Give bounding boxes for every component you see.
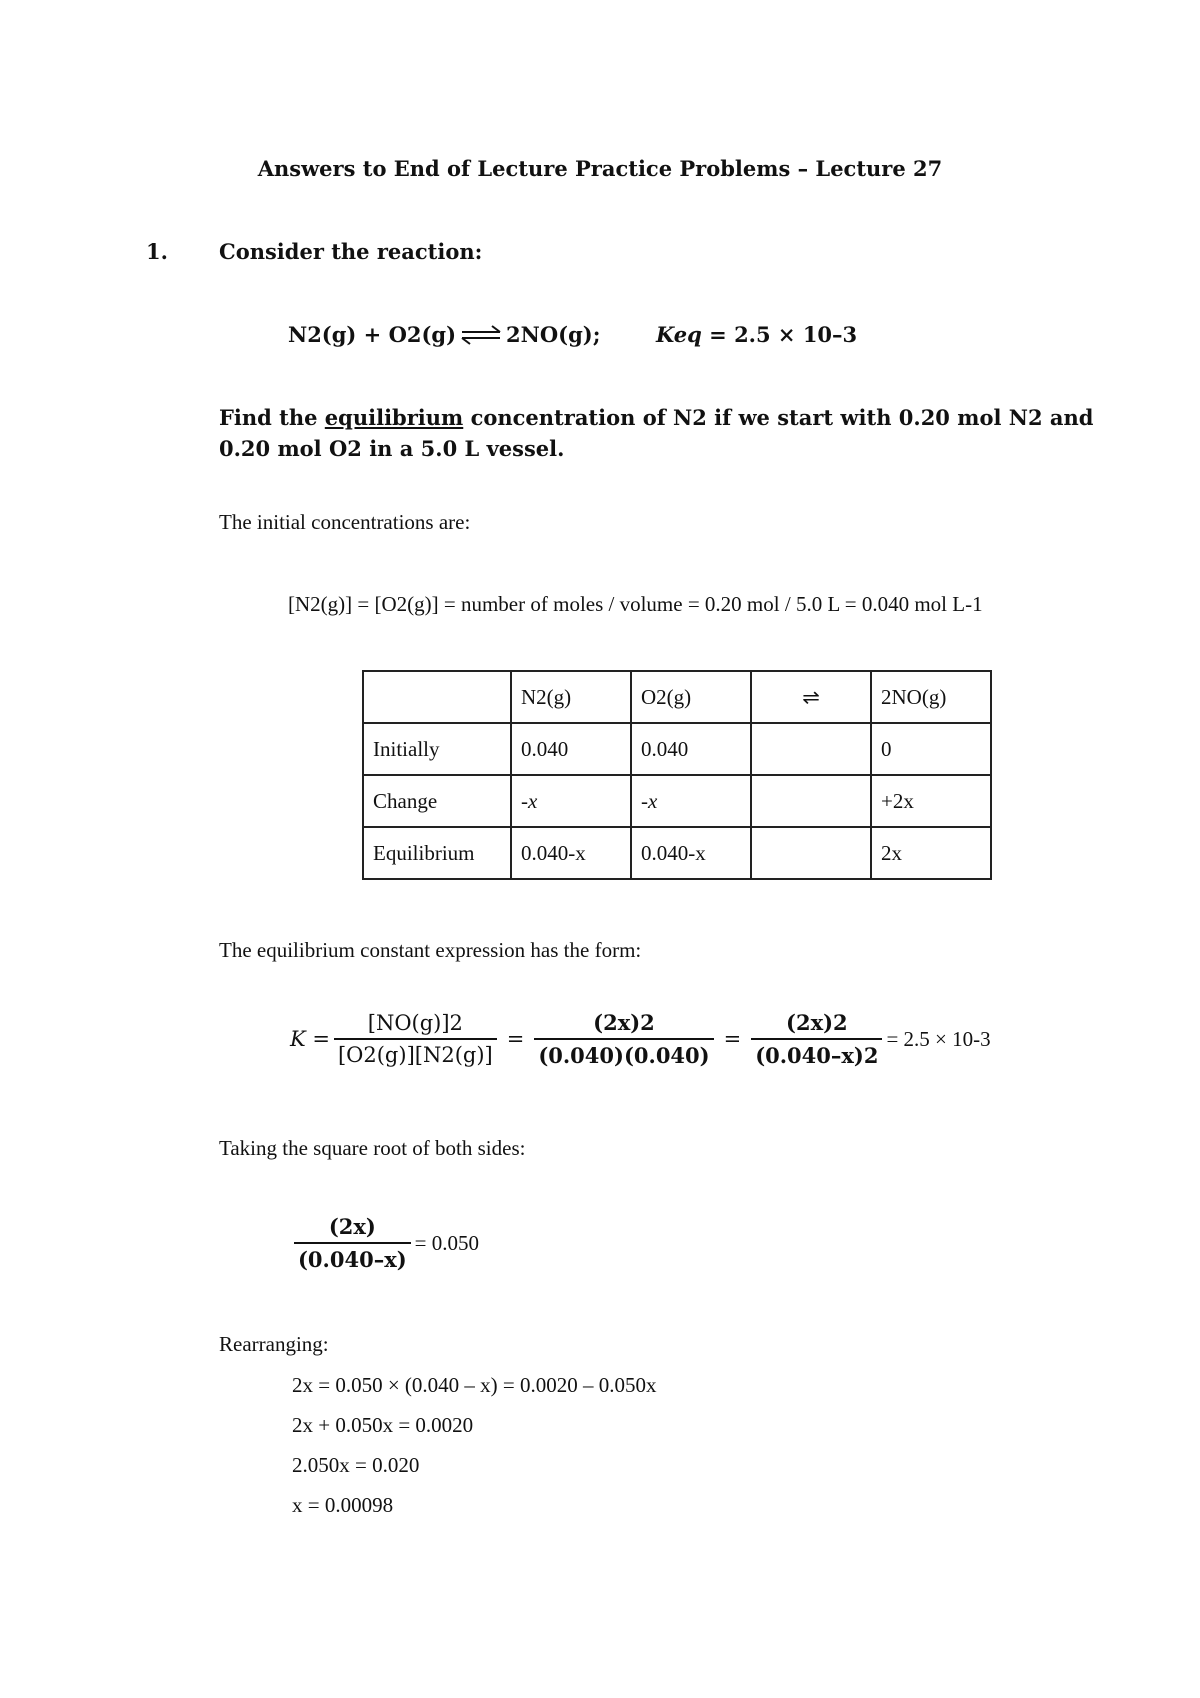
sqrt-rhs: = 0.050 [414,1230,479,1255]
table-row [363,827,991,879]
table-cell: 0.040-x [511,827,631,879]
table-cell: Change [363,775,511,827]
fraction-1-denominator: [O2(g)][N2(g)] [334,1038,497,1067]
table-row [363,723,991,775]
problem-question [219,402,1099,464]
fraction-1 [334,1011,497,1067]
rearranging-intro: Rearranging: [219,1332,329,1356]
reaction-equation [288,322,600,347]
fraction-2-denominator: (0.040)(0.040) [534,1038,713,1068]
k-expression [290,1010,991,1068]
initial-intro: The initial concentrations are: [219,510,471,534]
equals-sign: = [506,1027,525,1051]
table-cell [363,671,511,723]
keq-value [656,322,857,347]
keq-number: = 2.5 × 10–3 [709,322,858,347]
rearranging-line-4: x = 0.00098 [292,1493,394,1517]
reaction-reactants: N2(g) + O2(g) [288,322,457,347]
sqrt-fraction [294,1214,411,1272]
rearranging-line-2: 2x + 0.050x = 0.0020 [292,1413,474,1437]
sqrt-denominator: (0.040–x) [294,1242,411,1272]
table-cell-arrows: ⇌ [751,671,871,723]
k-lhs: K = [290,1027,330,1051]
problem-number: 1. [146,239,168,264]
fraction-3-denominator: (0.040–x)2 [751,1038,882,1068]
fraction-2-numerator: (2x)2 [593,1010,655,1035]
k-rhs: = 2.5 × 10-3 [886,1026,991,1051]
table-cell: -x [631,775,751,827]
sqrt-equation [290,1214,479,1272]
question-underlined: equilibrium [324,405,464,430]
question-rest: concentration of N2 if we start with 0.20 mol N2 and 0.20 mol O2 in a 5.0 L vessel. [219,405,1094,461]
table-header-row [363,671,991,723]
sqrt-intro: Taking the square root of both sides: [219,1136,526,1160]
fraction-1-numerator: [NO(g)]2 [367,1011,463,1035]
rearranging-line-3: 2.050x = 0.020 [292,1453,420,1477]
table-cell: +2x [871,775,991,827]
problem-heading: Consider the reaction: [219,239,483,264]
table-cell: N2(g) [511,671,631,723]
fraction-3-numerator: (2x)2 [786,1010,848,1035]
table-cell: -x [511,775,631,827]
table-cell: 2NO(g) [871,671,991,723]
table-cell: Initially [363,723,511,775]
equals-sign: = [723,1027,742,1051]
expression-intro: The equilibrium constant expression has the form: [219,938,642,962]
keq-label: Keq [656,322,702,347]
reaction-products: 2NO(g); [506,322,601,347]
table-cell: 0 [871,723,991,775]
table-cell: 0.040 [631,723,751,775]
equilibrium-arrows-icon [460,325,502,345]
fraction-2 [534,1010,713,1068]
page-title: Answers to End of Lecture Practice Problems – Lecture 27 [257,156,943,181]
table-cell: 0.040 [511,723,631,775]
table-cell [751,827,871,879]
table-cell: O2(g) [631,671,751,723]
table-cell [751,775,871,827]
table-cell [751,723,871,775]
table-cell: 0.040-x [631,827,751,879]
rearranging-line-1: 2x = 0.050 × (0.040 – x) = 0.0020 – 0.050x [292,1373,657,1397]
fraction-3 [751,1010,882,1068]
table-row [363,775,991,827]
question-pre: Find the [219,405,318,430]
sqrt-numerator: (2x) [328,1214,376,1239]
initial-concentration-equation: [N2(g)] = [O2(g)] = number of moles / volume = 0.20 mol / 5.0 L = 0.040 mol L-1 [288,592,983,616]
table-cell: 2x [871,827,991,879]
ice-table [362,670,992,880]
table-cell: Equilibrium [363,827,511,879]
